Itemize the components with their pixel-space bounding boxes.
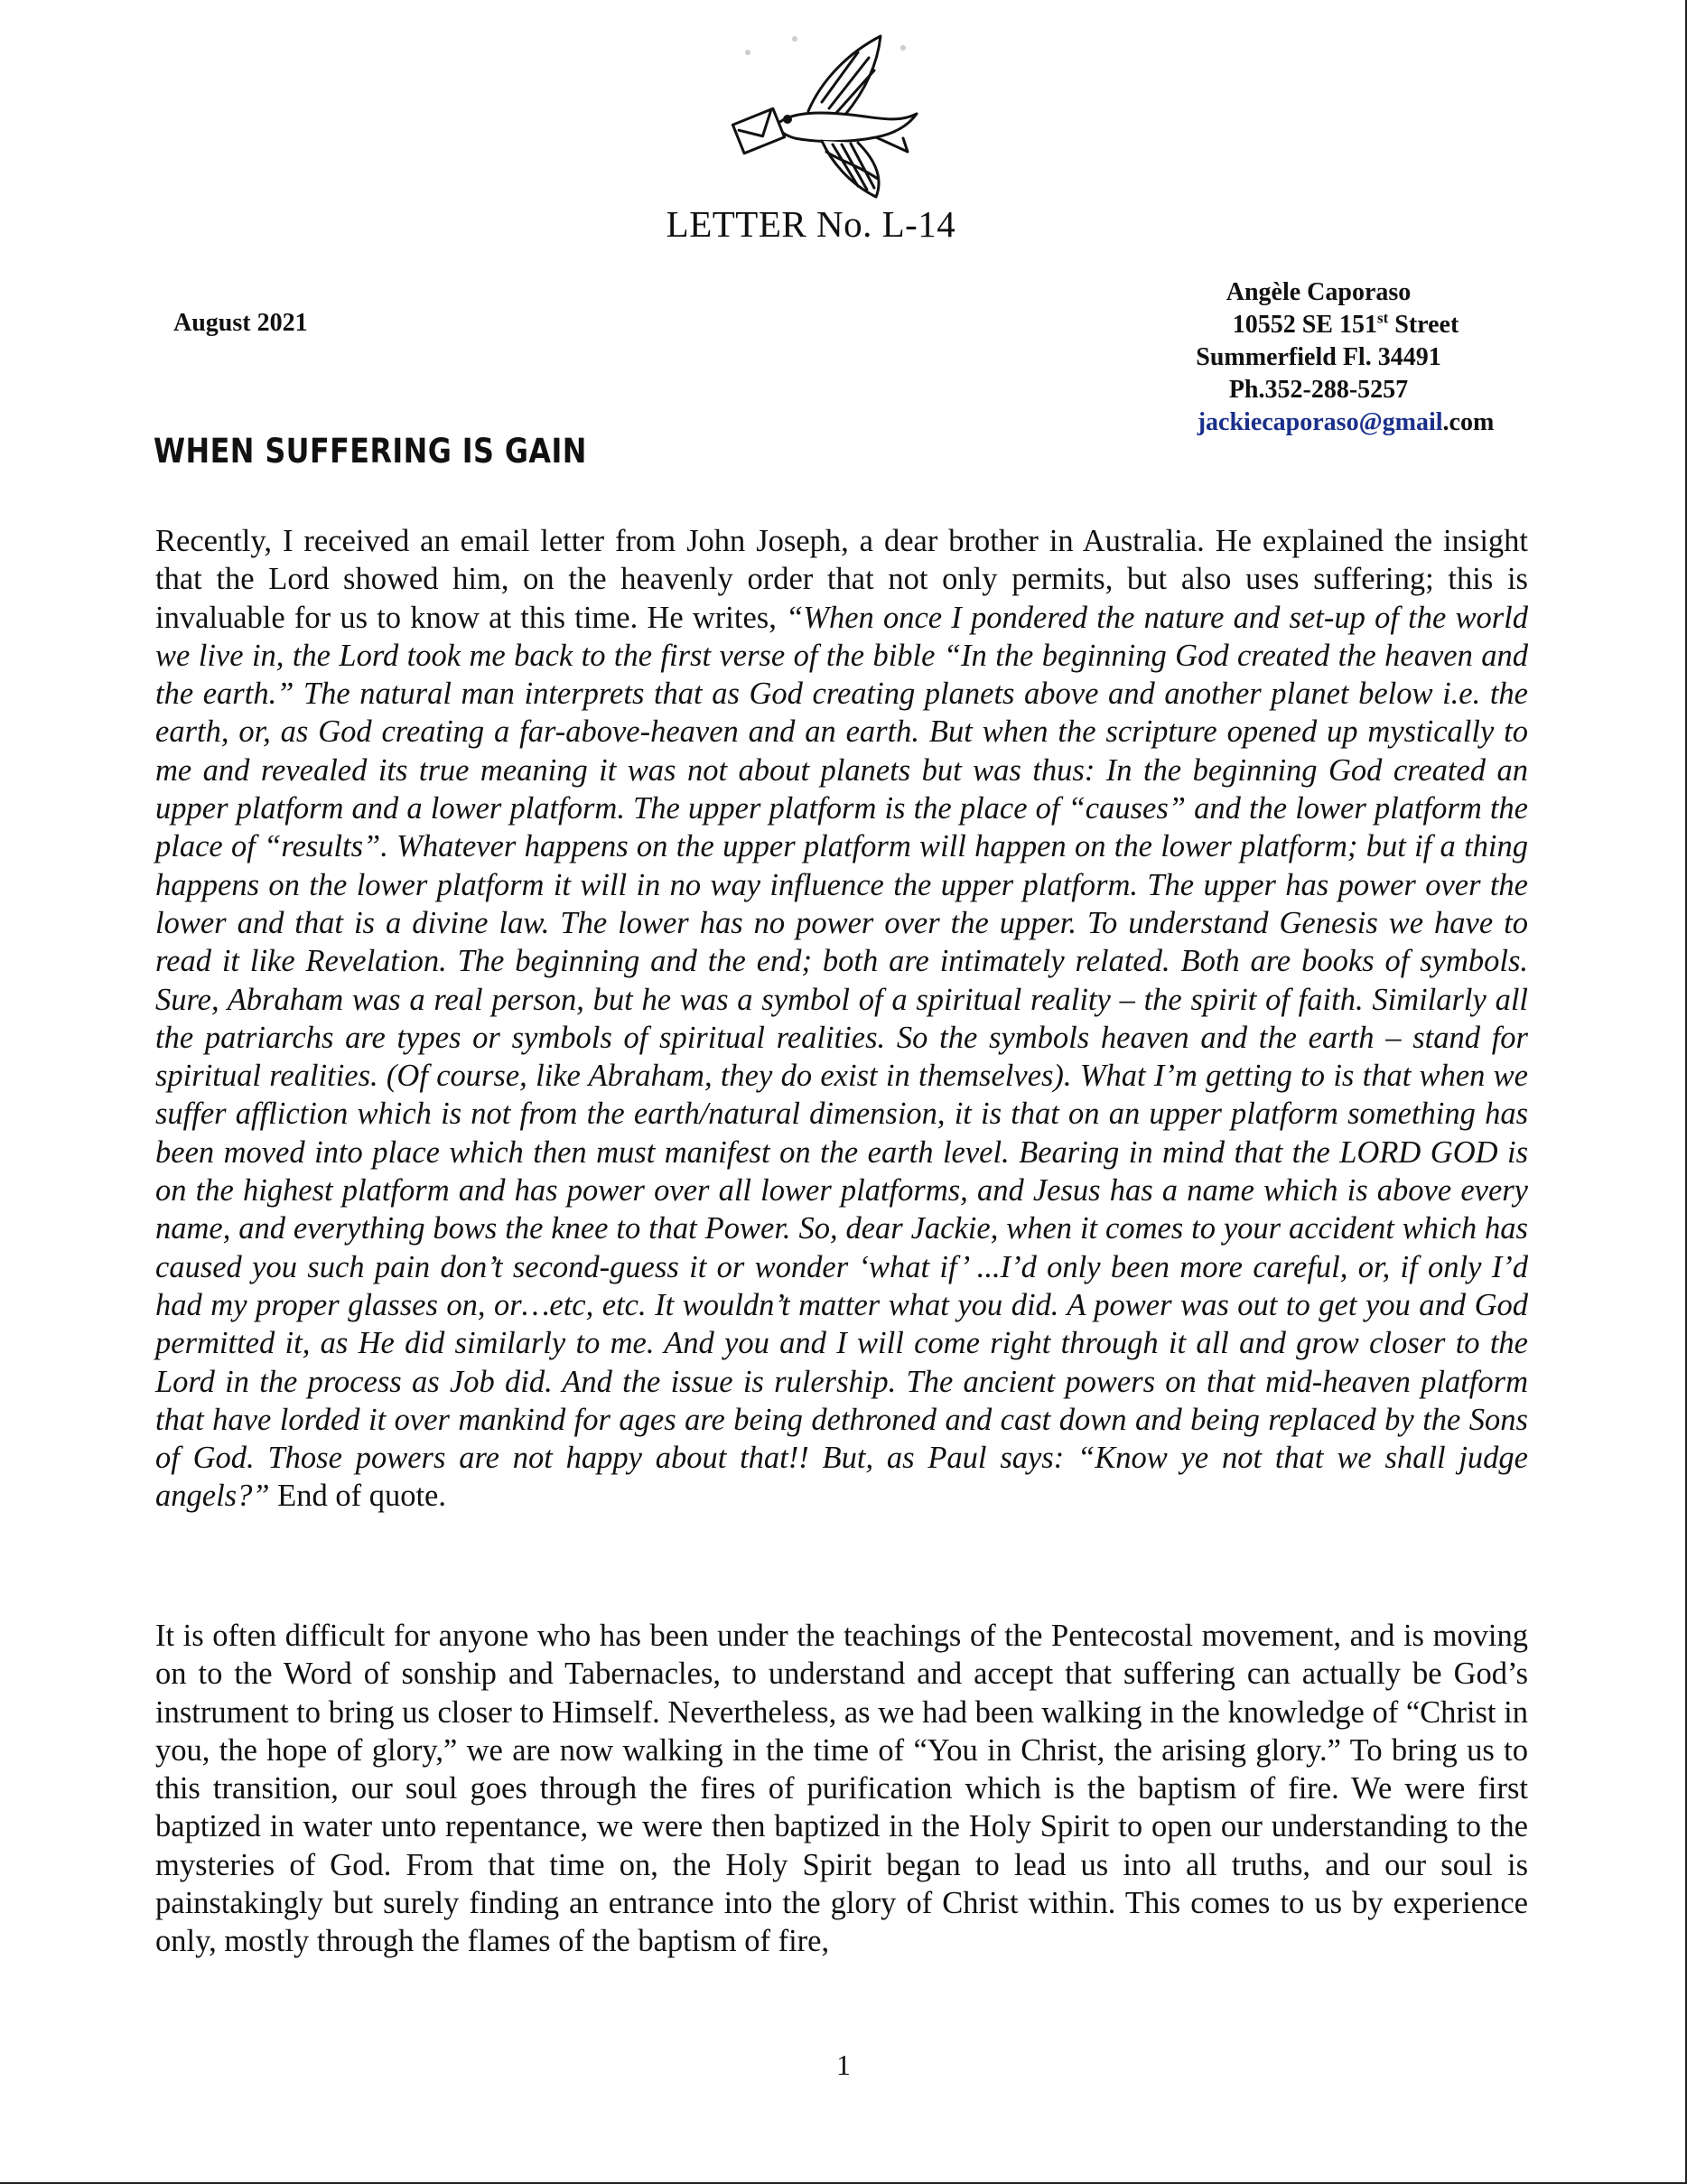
sender-street: 10552 SE 151st Street [1232, 309, 1459, 339]
sender-phone: Ph.352-288-5257 [1228, 376, 1409, 404]
letter-number: LETTER No. L-14 [666, 203, 956, 245]
paragraph-1-outro: End of quote. [269, 1479, 446, 1514]
sender-email[interactable]: jackiecaporaso@gmail.com [1197, 408, 1495, 436]
sender-city: Summerfield Fl. 34491 [1196, 343, 1441, 371]
sender-name: Angèle Caporaso [1226, 278, 1412, 306]
body-paragraph-1 [155, 522, 1528, 1516]
letter-date: August 2021 [173, 309, 308, 337]
dove-carrying-envelope-icon [722, 25, 930, 206]
letter-title: WHEN SUFFERING IS GAIN [154, 432, 587, 471]
page-number: 1 [836, 2049, 851, 2081]
body-paragraph-2: It is often difficult for anyone who has been under the teachings of the Pentecostal movement, and is moving on to the Word of sonship and Tabernacles, to understand and accept that suffering can actually be God’s instrument to bring us closer to Himself. Nevertheless, as we had been walking in the knowledge of “Christ in you, the hope of glory,” we are now walking in the time of “You in Christ, the arising glory.” To bring us to this transition, our soul goes through the fires of purification which is the baptism of fire. We were first baptized in water unto repentance, we were then baptized in the Holy Spirit to open our understanding to the mysteries of God. From that time on, the Holy Spirit began to lead us into all truths, and our soul is painstakingly but surely finding an entrance into the glory of Christ within. This comes to us by experience only, mostly through the flames of the baptism of fire, [155, 1619, 1528, 1959]
sender-address-block [1084, 276, 1553, 439]
paragraph-1-intro: Recently, I received an email letter from John Joseph, a dear brother in Australia. He explained the insight that the Lord showed him, on the heavenly order that not only permits, but also uses suffering; this is invaluable for us to know at this time. He writes, [155, 524, 1528, 635]
quoted-letter: “When once I pondered the nature and set-up of the world we live in, the Lord took me back to the first verse of the bible “In the beginning God created the heaven and the earth.” The natural man interprets that as God creating planets above and another planet below i.e. the earth, or, as God creating a far-above-heaven and an earth. But when the scripture opened up mystically to me and revealed its true meaning it was not about planets but was thus: In the beginning God created an upper platform and a lower platform. The upper platform is the place of “causes” and the lower platform the place of “results”. Whatever happens on the upper platform will happen on the lower platform; but if a thing happens on the lower platform it will in no way influence the upper platform. The upper has power over the lower and that is a divine law. The lower has no power over the upper. To understand Genesis we have to read it like Revelation. The beginning and the end; both are intimately related. Both are books of symbols. Sure, Abraham was a real person, but he was a symbol of a spiritual reality – the spirit of faith. Similarly all the patriarchs are types or symbols of spiritual realities. So the symbols heaven and the earth – stand for spiritual realities. (Of course, like Abraham, they do exist in themselves). What I’m getting to is that when we suffer affliction which is not from the earth/natural dimension, it is that on an upper platform something has been moved into place which then must manifest on the earth level. Bearing in mind that the LORD GOD is on the highest platform and has power over all lower platforms, and Jesus has a name which is above every name, and everything bows the knee to that Power. So, dear Jackie, when it comes to your accident which has caused you such pain don’t second-guess it or wonder ‘what if’ ...I’d only been more careful, or, if only I’d had my proper glasses on, or…etc, etc. It wouldn’t matter what you did. A power was out to get you and God permitted it, as He did similarly to me. And you and I will come right through it all and grow closer to the Lord in the process as Job did. And the issue is rulership. The ancient powers on that mid-heaven platform that have lorded it over mankind for ages are being dethroned and cast down and being replaced by the Sons of God. Those powers are not happy about that!! But, as Paul says: “Know ye not that we shall judge angels?” [155, 600, 1528, 1514]
